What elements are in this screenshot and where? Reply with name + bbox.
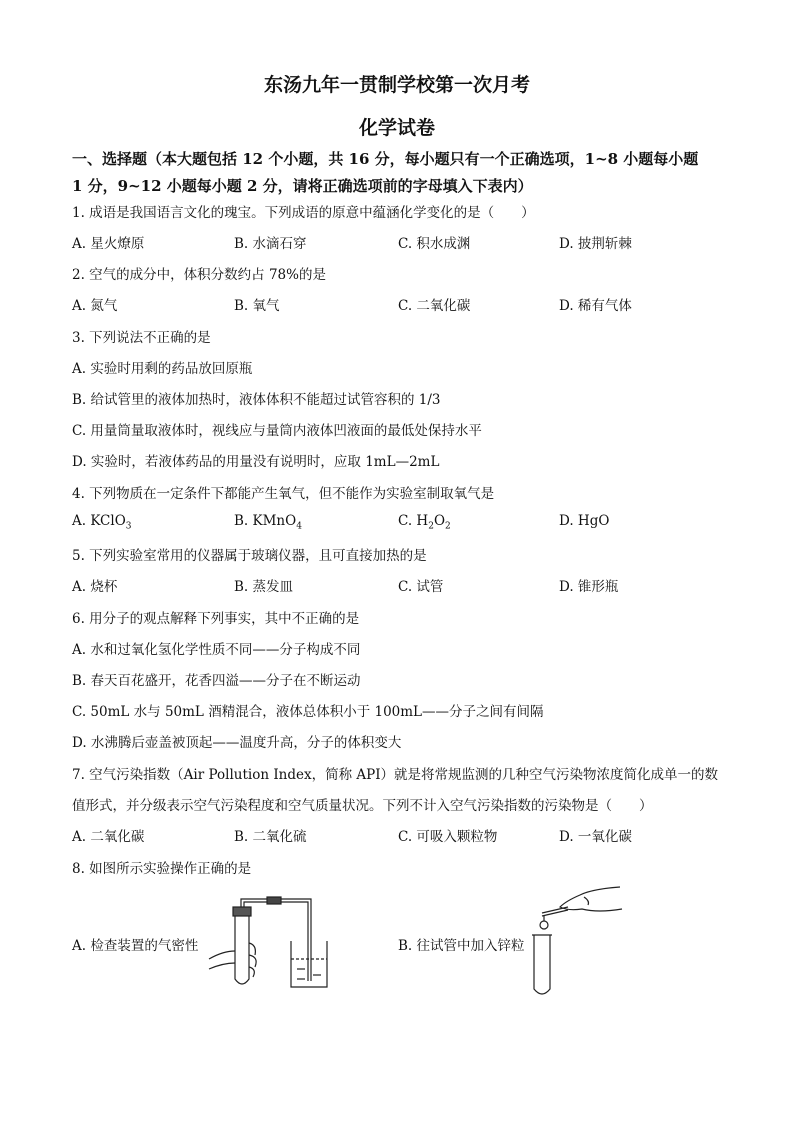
q6-option-d: D. 水沸腾后壶盖被顶起——温度升高，分子的体积变大 xyxy=(72,735,402,751)
q7-option-a: A. 二氧化碳 xyxy=(72,829,145,845)
q7-option-b: B. 二氧化硫 xyxy=(234,829,307,845)
q4-option-c: C. $H_2O_2$ xyxy=(398,513,451,532)
q6-option-a: A. 水和过氧化氢化学性质不同——分子构成不同 xyxy=(72,642,361,658)
q3-option-d: D. 实验时，若液体药品的用量没有说明时，应取 1mL—2mL xyxy=(72,454,440,470)
q4-option-d: D. HgO xyxy=(559,513,610,529)
q6-option-b: B. 春天百花盛开，花香四溢——分子在不断运动 xyxy=(72,673,361,689)
q7-stem-line2: 值形式，并分级表示空气污染程度和空气质量状况。下列不计入空气污染指数的污染物是（ ） xyxy=(72,798,653,814)
q8-option-b: B. 往试管中加入锌粒 xyxy=(398,938,525,954)
school-title: 东汤九年一贯制学校第一次月考 xyxy=(263,74,530,96)
q6-stem: 6. 用分子的观点解释下列事实，其中不正确的是 xyxy=(72,611,360,627)
q3-stem: 3. 下列说法不正确的是 xyxy=(72,330,211,346)
q2-option-a: A. 氮气 xyxy=(72,298,118,314)
q2-stem: 2. 空气的成分中，体积分数约占 78%的是 xyxy=(72,267,326,283)
q1-stem: 1. 成语是我国语言文化的瑰宝。下列成语的原意中蕴涵化学变化的是（ ） xyxy=(72,205,535,221)
q7-option-c: C. 可吸入颗粒物 xyxy=(398,829,498,845)
q5-option-c: C. 试管 xyxy=(398,579,444,595)
q1-option-d: D. 披荆斩棘 xyxy=(559,236,632,252)
q5-option-b: B. 蒸发皿 xyxy=(234,579,294,595)
q4-option-b: B. KMnO$_4$ xyxy=(234,513,302,532)
q8-stem: 8. 如图所示实验操作正确的是 xyxy=(72,861,252,877)
q5-stem: 5. 下列实验室常用的仪器属于玻璃仪器，且可直接加热的是 xyxy=(72,548,427,564)
q4-option-a: A. KClO$_3$ xyxy=(72,513,132,532)
q7-stem-line1: 7. 空气污染指数（Air Pollution Index，简称 API）就是将常规监测的几种空气污染物浓度简化成单一的数 xyxy=(72,767,719,783)
paper-title: 化学试卷 xyxy=(358,117,435,139)
airtightness-apparatus-figure xyxy=(205,893,335,991)
q8-option-a: A. 检查装置的气密性 xyxy=(72,938,199,954)
section-heading xyxy=(72,146,732,200)
q2-option-c: C. 二氧化碳 xyxy=(398,298,471,314)
section-heading-line2: 1 分，9~12 小题每小题 2 分，请将正确选项前的字母填入下表内） xyxy=(72,177,533,195)
q1-option-a: A. 星火燎原 xyxy=(72,236,145,252)
q2-option-b: B. 氧气 xyxy=(234,298,280,314)
section-heading-line1: 一、选择题（本大题包括 12 个小题，共 16 分，每小题只有一个正确选项，1~8 小题每小题 xyxy=(72,150,699,168)
q1-option-c: C. 积水成渊 xyxy=(398,236,471,252)
q5-option-d: D. 锥形瓶 xyxy=(559,579,619,595)
q4-stem: 4. 下列物质在一定条件下都能产生氧气，但不能作为实验室制取氧气是 xyxy=(72,486,495,502)
q1-option-b: B. 水滴石穿 xyxy=(234,236,307,252)
q3-option-b: B. 给试管里的液体加热时，液体体积不能超过试管容积的 1/3 xyxy=(72,392,441,408)
q7-option-d: D. 一氧化碳 xyxy=(559,829,632,845)
q3-option-a: A. 实验时用剩的药品放回原瓶 xyxy=(72,361,253,377)
q3-option-c: C. 用量筒量取液体时，视线应与量筒内液体凹液面的最低处保持水平 xyxy=(72,423,482,439)
q2-option-d: D. 稀有气体 xyxy=(559,298,632,314)
zinc-granules-figure xyxy=(522,883,632,999)
q6-option-c: C. 50mL 水与 50mL 酒精混合，液体总体积小于 100mL——分子之间有间隔 xyxy=(72,704,544,720)
q5-option-a: A. 烧杯 xyxy=(72,579,118,595)
